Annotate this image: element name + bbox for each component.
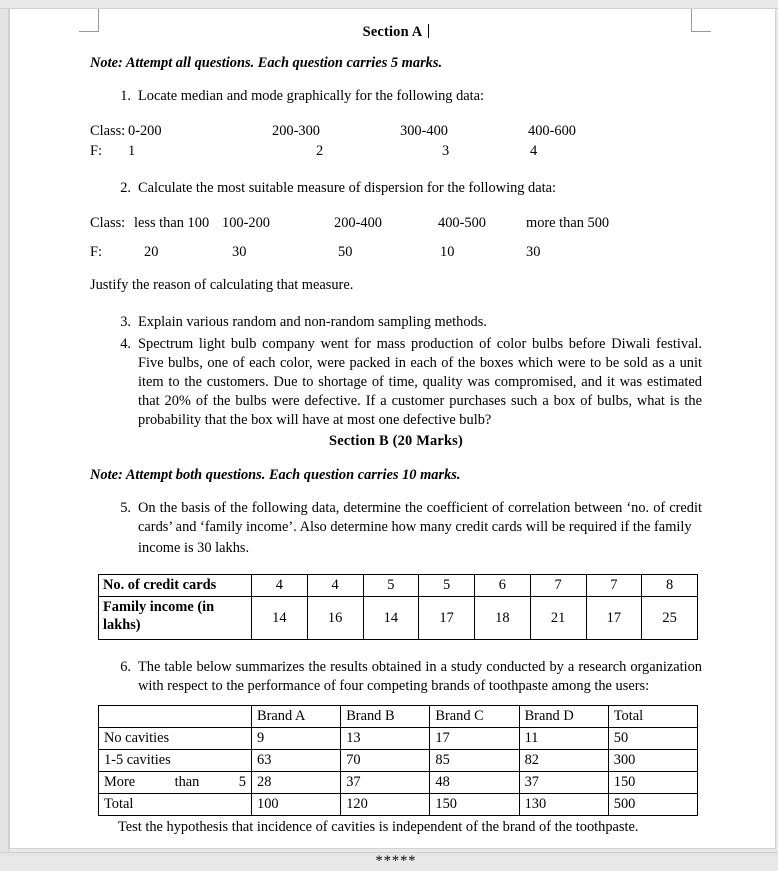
credit-cards-cell-0: 4 — [252, 575, 308, 597]
question-1-text: Locate median and mode graphically for the following data: — [138, 88, 485, 105]
toothpaste-row-label-1: 1-5 cavities — [99, 749, 252, 771]
credit-cards-cell-5: 7 — [530, 575, 586, 597]
question-5-text-line1: On the basis of the following data, determine the coefficient of correlation between ‘no. of credit cards’ and ‘family income’. Also determine how many credit cards will be required if the family — [138, 499, 702, 535]
credit-table-row-header-0: No. of credit cards — [99, 575, 252, 597]
end-marker: ***** — [375, 852, 417, 869]
credit-table-row-header-1: Family income (in lakhs) — [99, 597, 252, 640]
closing-line: Test the hypothesis that incidence of cavities is independent of the brand of the toothpaste. — [118, 819, 639, 836]
toothpaste-col-header-0 — [99, 705, 252, 727]
text-cursor-caret — [428, 24, 429, 38]
q2-freq-value-3: 10 — [440, 244, 455, 261]
question-3 — [90, 313, 702, 332]
q1-class-row — [90, 122, 702, 141]
family-income-cell-6: 17 — [586, 597, 642, 640]
family-income-cell-4: 18 — [475, 597, 531, 640]
q1-data-block — [90, 122, 702, 160]
q1-freq-value-0: 1 — [128, 142, 136, 159]
q2-class-value-1: 100-200 — [222, 214, 270, 231]
toothpaste-cell-3-0: 100 — [252, 794, 341, 816]
question-5-continuation — [90, 539, 702, 558]
table-row — [99, 597, 698, 640]
editor-left-gutter — [0, 9, 9, 857]
q2-class-value-0: less than 100 — [134, 214, 210, 231]
q2-class-value-2: 200-400 — [334, 214, 382, 231]
table-row — [99, 727, 698, 749]
q1-class-label: Class: — [90, 123, 126, 140]
q2-data-block — [90, 214, 702, 262]
toothpaste-cell-1-2: 85 — [430, 749, 519, 771]
question-4-text: Spectrum light bulb company went for mass production of color bulbs before Diwali festival. Five bulbs, one of each color, were packed in each of the boxes which were to be sold as a unit item to the customers. Due to shortage of time, quality was compromised, and it was estimated that 20% of the bulbs were defective. If a customer purchases such a box of bulbs, what is the probability that the box will have at most one defective bulb? — [138, 335, 702, 429]
family-income-cell-5: 21 — [530, 597, 586, 640]
credit-cards-cell-2: 5 — [363, 575, 419, 597]
document-page[interactable] — [9, 9, 776, 869]
q1-freq-value-1: 2 — [316, 142, 324, 159]
q2-justify-line: Justify the reason of calculating that measure. — [90, 277, 354, 294]
q2-freq-row — [90, 243, 702, 262]
toothpaste-row-label-2: More than 5 — [99, 772, 252, 794]
question-5 — [90, 499, 702, 537]
section-a-heading-text: Section A — [362, 24, 423, 40]
question-3-number: 3. — [120, 314, 131, 331]
table-row — [99, 772, 698, 794]
q2-freq-value-2: 50 — [338, 244, 353, 261]
q1-freq-label: F: — [90, 142, 103, 159]
question-5-number: 5. — [120, 499, 131, 516]
section-a-heading — [90, 23, 702, 42]
toothpaste-row-label-0: No cavities — [99, 727, 252, 749]
toothpaste-col-header-2: Brand B — [341, 705, 430, 727]
question-4 — [90, 335, 702, 431]
editor-top-band — [0, 0, 778, 9]
question-4-number: 4. — [120, 335, 131, 352]
toothpaste-col-header-3: Brand C — [430, 705, 519, 727]
question-5-text-line2: income is 30 lakhs. — [138, 539, 250, 556]
credit-cards-table[interactable] — [98, 574, 698, 640]
question-2 — [90, 179, 702, 198]
q2-class-value-4: more than 500 — [526, 214, 610, 231]
q1-class-value-1: 200-300 — [272, 123, 320, 140]
toothpaste-col-header-1: Brand A — [252, 705, 341, 727]
section-b-heading: Section B (20 Marks) — [329, 433, 463, 450]
question-3-text: Explain various random and non-random sampling methods. — [138, 314, 487, 331]
toothpaste-cell-0-2: 17 — [430, 727, 519, 749]
family-income-cell-3: 17 — [419, 597, 475, 640]
table-row — [99, 749, 698, 771]
toothpaste-cell-3-4: 500 — [608, 794, 697, 816]
q2-class-value-3: 400-500 — [438, 214, 486, 231]
toothpaste-table[interactable] — [98, 705, 698, 817]
q2-class-row — [90, 214, 702, 233]
q2-class-label: Class: — [90, 214, 126, 231]
question-2-number: 2. — [120, 179, 131, 196]
table-row — [99, 794, 698, 816]
toothpaste-cell-0-0: 9 — [252, 727, 341, 749]
question-1 — [90, 87, 702, 106]
credit-cards-cell-3: 5 — [419, 575, 475, 597]
section-a-note: Note: Attempt all questions. Each question carries 5 marks. — [90, 55, 443, 72]
credit-cards-cell-1: 4 — [307, 575, 363, 597]
toothpaste-cell-2-3: 37 — [519, 772, 608, 794]
q2-freq-value-4: 30 — [526, 244, 541, 261]
credit-cards-cell-7: 8 — [642, 575, 698, 597]
document-content — [90, 23, 702, 871]
question-2-text: Calculate the most suitable measure of dispersion for the following data: — [138, 179, 557, 196]
section-b-note: Note: Attempt both questions. Each question carries 10 marks. — [90, 466, 461, 483]
table-header-row — [99, 705, 698, 727]
toothpaste-col-header-4: Brand D — [519, 705, 608, 727]
credit-cards-cell-4: 6 — [475, 575, 531, 597]
toothpaste-cell-1-0: 63 — [252, 749, 341, 771]
table-row — [99, 575, 698, 597]
q1-freq-row — [90, 142, 702, 161]
toothpaste-cell-3-3: 130 — [519, 794, 608, 816]
question-1-number: 1. — [120, 88, 131, 105]
toothpaste-cell-2-2: 48 — [430, 772, 519, 794]
family-income-cell-0: 14 — [252, 597, 308, 640]
q2-freq-value-1: 30 — [232, 244, 247, 261]
q1-class-value-0: 0-200 — [128, 123, 162, 140]
toothpaste-cell-0-1: 13 — [341, 727, 430, 749]
toothpaste-row-label-3: Total — [99, 794, 252, 816]
family-income-cell-7: 25 — [642, 597, 698, 640]
toothpaste-cell-3-1: 120 — [341, 794, 430, 816]
toothpaste-cell-0-4: 50 — [608, 727, 697, 749]
q1-freq-value-3: 4 — [530, 142, 538, 159]
toothpaste-cell-2-0: 28 — [252, 772, 341, 794]
toothpaste-cell-1-3: 82 — [519, 749, 608, 771]
family-income-cell-2: 14 — [363, 597, 419, 640]
q2-freq-value-0: 20 — [144, 244, 159, 261]
toothpaste-cell-1-4: 300 — [608, 749, 697, 771]
credit-cards-cell-6: 7 — [586, 575, 642, 597]
q1-class-value-2: 300-400 — [400, 123, 448, 140]
toothpaste-cell-2-1: 37 — [341, 772, 430, 794]
toothpaste-col-header-5: Total — [608, 705, 697, 727]
q2-freq-label: F: — [90, 244, 103, 261]
toothpaste-cell-1-1: 70 — [341, 749, 430, 771]
q1-class-value-3: 400-600 — [528, 123, 576, 140]
question-6-text: The table below summarizes the results obtained in a study conducted by a research organization with respect to the performance of four competing brands of toothpaste among the users: — [138, 659, 702, 695]
toothpaste-cell-2-4: 150 — [608, 772, 697, 794]
family-income-cell-1: 16 — [307, 597, 363, 640]
q1-freq-value-2: 3 — [442, 142, 450, 159]
toothpaste-cell-0-3: 11 — [519, 727, 608, 749]
toothpaste-cell-3-2: 150 — [430, 794, 519, 816]
question-6 — [90, 658, 702, 696]
question-6-number: 6. — [120, 659, 131, 676]
